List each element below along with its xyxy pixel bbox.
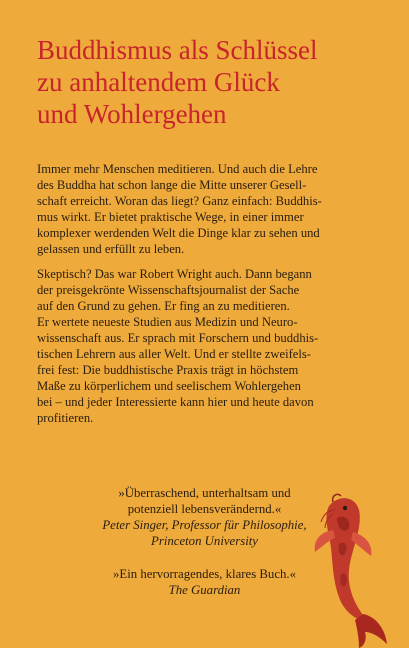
quote-attribution: The Guardian bbox=[168, 583, 241, 597]
text-line: Maße zu körperlichem und seelischem Wohlergehen bbox=[37, 378, 301, 393]
text-line: frei fest: Die buddhistische Praxis trägt in höchstem bbox=[37, 362, 299, 377]
headline-line-3: und Wohlergehen bbox=[37, 99, 227, 129]
blurb-paragraph-1 bbox=[37, 162, 377, 257]
quote-text: »Ein hervorragendes, klares Buch.« bbox=[112, 567, 296, 581]
headline bbox=[37, 34, 377, 130]
headline-line-2: zu anhaltendem Glück bbox=[37, 67, 280, 97]
text-line: tischen Lehrern aus aller Welt. Und er stellte zweifels- bbox=[37, 346, 311, 361]
text-line: des Buddha hat schon lange die Mitte unserer Gesell- bbox=[37, 177, 307, 192]
text-line: bei – und jeder Interessierte kann hier und heute davon bbox=[37, 394, 314, 409]
text-line: mus wirkt. Er bietet praktische Wege, in einer immer bbox=[37, 209, 304, 224]
text-line: wissenschaft aus. Er sprach mit Forschern und buddhis- bbox=[37, 331, 319, 346]
text-line: auf den Grund zu gehen. Er fing an zu meditieren. bbox=[37, 299, 290, 314]
text-line: der preisgekrönte Wissenschaftsjournalist der Sache bbox=[37, 283, 300, 298]
quote-text: potenziell lebensverändernd.« bbox=[127, 502, 282, 516]
quote-attribution: Peter Singer, Professor für Philosophie, bbox=[102, 518, 307, 532]
headline-line-1: Buddhismus als Schlüssel bbox=[37, 35, 318, 65]
blurb-paragraph-2 bbox=[37, 267, 377, 426]
quote-attribution: Princeton University bbox=[151, 534, 258, 548]
text-line: schaft erreicht. Woran das liegt? Ganz einfach: Buddhis- bbox=[37, 193, 322, 208]
text-line: Skeptisch? Das war Robert Wright auch. Dann begann bbox=[37, 267, 312, 282]
text-line: profitieren. bbox=[37, 410, 94, 425]
text-line: komplexer werdenden Welt die Dinge klar zu sehen und bbox=[37, 225, 320, 240]
text-line: Er wertete neueste Studien aus Medizin und Neuro- bbox=[37, 315, 298, 330]
koi-fish-icon bbox=[293, 488, 389, 648]
blurb bbox=[37, 162, 377, 437]
text-line: gelassen und erfüllt zu leben. bbox=[37, 241, 185, 256]
quote-text: »Überraschend, unterhaltsam und bbox=[118, 486, 291, 500]
text-line: Immer mehr Menschen meditieren. Und auch die Lehre bbox=[37, 162, 318, 176]
